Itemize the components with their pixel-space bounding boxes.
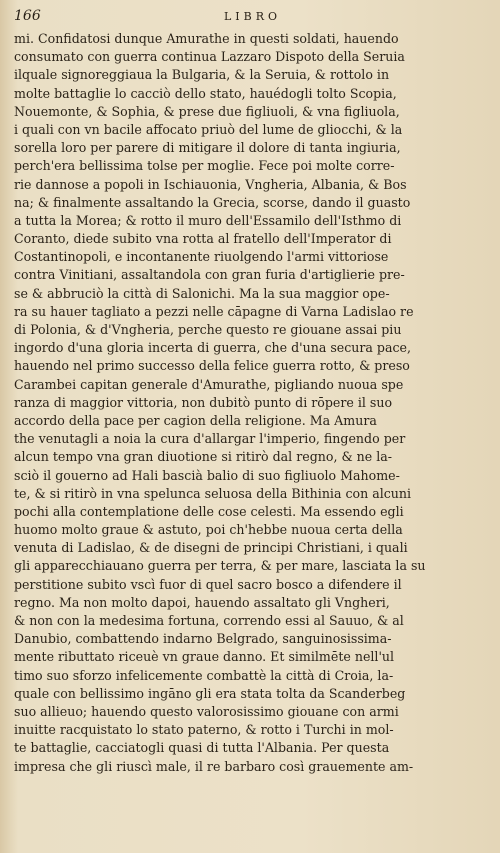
text-line: a tutta la Morea; & rotto il muro dell'Essamilo dell'Isthmo di <box>14 212 402 228</box>
text-line: te battaglie, cacciatogli quasi di tutta l'Albania. Per questa <box>14 740 390 756</box>
text-line: mi. Confidatosi dunque Amurathe in questi soldati, hauendo <box>14 31 399 46</box>
text-line: Nouemonte, & Sophia, & prese due figliuoli, & vna figliuola, <box>14 103 400 119</box>
text-line: accordo della pace per cagion della religione. Ma Amura <box>14 412 377 428</box>
text-line: huomo molto graue & astuto, poi ch'hebbe nuoua certa della <box>14 522 403 538</box>
text-line: ilquale signoreggiaua la Bulgaria, & la Seruia, & rottolo in <box>14 67 390 83</box>
text-line: Carambei capitan generale d'Amurathe, pigliando nuoua spe <box>14 376 404 392</box>
text-line: rie dannose a popoli in Ischiauonia, Vngheria, Albania, & Bos <box>14 176 407 192</box>
text-line: Costantinopoli, e incontanente riuolgendo l'armi vittoriose <box>14 249 389 265</box>
text-line: se & abbruciò la città di Salonichi. Ma la sua maggior ope- <box>14 285 390 301</box>
text-line: te, & si ritirò in vna spelunca seluosa della Bithinia con alcuni <box>14 485 412 501</box>
text-line: perch'era bellissima tolse per moglie. Fece poi molte corre- <box>14 158 395 174</box>
text-line: inuitte racquistato lo stato paterno, & rotto i Turchi in mol- <box>14 722 394 738</box>
text-line: quale con bellissimo ingāno gli era stata tolta da Scanderbeg <box>14 685 406 701</box>
page-header <box>14 8 480 30</box>
text-line: venuta di Ladislao, & de disegni de principi Christiani, i quali <box>14 540 408 556</box>
text-line: timo suo sforzo infelicemente combattè la città di Croia, la- <box>14 667 394 683</box>
text-line: i quali con vn bacile affocato priuò del lume de gliocchi, & la <box>14 121 403 137</box>
text-line: sciò il gouerno ad Hali bascià balio di suo figliuolo Mahome- <box>14 467 400 483</box>
text-line: ra su hauer tagliato a pezzi nelle cāpagne di Varna Ladislao re <box>14 303 414 319</box>
text-line: molte battaglie lo cacciò dello stato, hauédogli tolto Scopia, <box>14 85 397 101</box>
text-line: pochi alla contemplatione delle cose celesti. Ma essendo egli <box>14 503 404 519</box>
page-number: 166 <box>14 8 41 24</box>
text-line: regno. Ma non molto dapoi, hauendo assaltato gli Vngheri, <box>14 594 390 610</box>
text-line: ranza di maggior vittoria, non dubitò punto di rōpere il suo <box>14 394 393 410</box>
text-line: gli apparecchiauano guerra per terra, & per mare, lasciata la su <box>14 558 426 574</box>
text-line: Danubio, combattendo indarno Belgrado, sanguinosissima- <box>14 631 392 647</box>
text-line: consumato con guerra continua Lazzaro Dispoto della Seruia <box>14 49 405 65</box>
text-line: alcun tempo vna gran diuotione si ritirò dal regno, & ne la- <box>14 449 393 465</box>
body-text <box>14 30 490 776</box>
running-title: LIBRO <box>224 10 282 23</box>
text-line: & non con la medesima fortuna, correndo essi al Sauuo, & al <box>14 613 404 628</box>
text-line: sorella loro per parere di mitigare il dolore di tanta ingiuria, <box>14 140 401 156</box>
text-line: di Polonia, & d'Vngheria, perche questo re giouane assai piu <box>14 322 402 337</box>
text-line: the venutagli a noia la cura d'allargar l'imperio, fingendo per <box>14 431 406 447</box>
text-line: suo allieuo; hauendo questo valorosissimo giouane con armi <box>14 703 399 719</box>
text-line: mente ributtato riceuè vn graue danno. Et similmēte nell'ul <box>14 649 395 665</box>
text-line: contra Vinitiani, assaltandola con gran furia d'artiglierie pre- <box>14 267 405 283</box>
text-line: hauendo nel primo successo della felice guerra rotto, & preso <box>14 358 410 374</box>
text-line: perstitione subito vscì fuor di quel sacro bosco a difendere il <box>14 576 402 592</box>
text-line: impresa che gli riuscì male, il re barbaro così grauemente am- <box>14 758 414 774</box>
text-line: na; & finalmente assaltando la Grecia, scorse, dando il guasto <box>14 194 411 210</box>
text-line: ingordo d'una gloria incerta di guerra, che d'una secura pace, <box>14 340 412 356</box>
text-line: Coranto, diede subito vna rotta al fratello dell'Imperator di <box>14 231 392 247</box>
